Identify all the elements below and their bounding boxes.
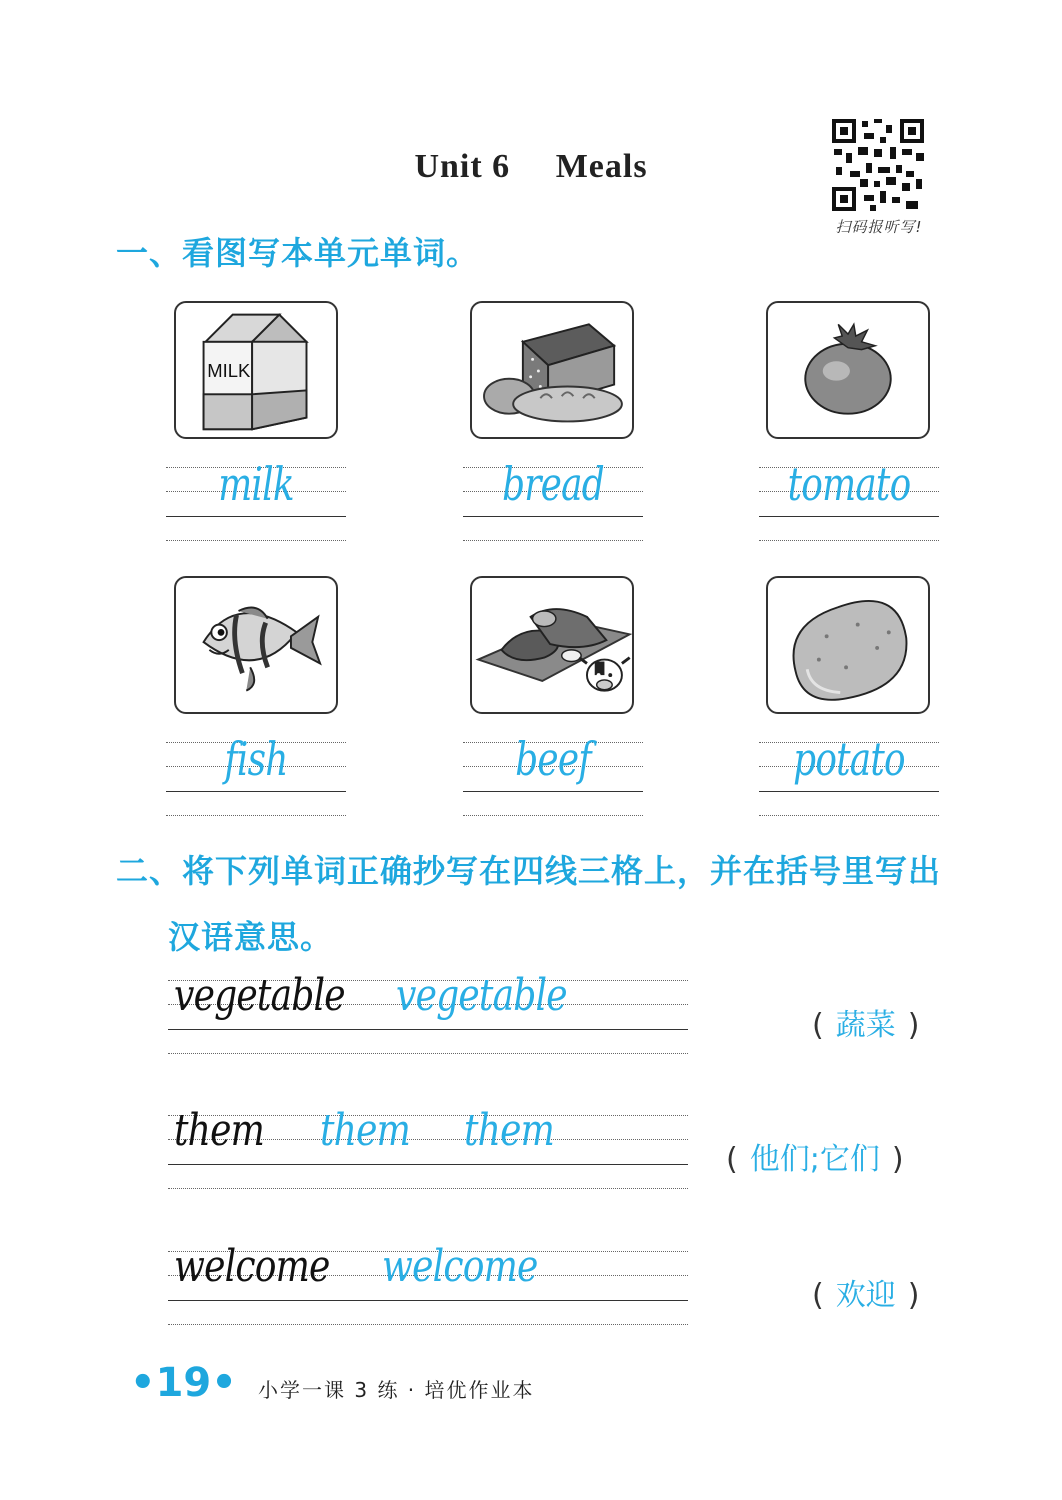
copied-word: vegetable: [396, 970, 567, 1021]
section1-heading: 一、看图写本单元单词。: [116, 234, 480, 272]
beef-card: [470, 576, 634, 714]
model-word: vegetable: [174, 970, 345, 1021]
qr-caption: 扫码报听写!: [835, 218, 923, 236]
beef-icon: [472, 578, 632, 712]
model-word: welcome: [174, 1241, 330, 1292]
answer-grid-potato[interactable]: [759, 732, 939, 816]
meaning-welcome[interactable]: ( 欢迎 ): [812, 1278, 920, 1313]
page-number: •19•: [130, 1360, 237, 1406]
tomato-icon: [768, 303, 928, 437]
answer-grid-tomato[interactable]: [759, 457, 939, 541]
answer-text: beef: [515, 732, 591, 786]
meaning-them[interactable]: ( 他们;它们 ): [726, 1142, 904, 1177]
bread-icon: [472, 303, 632, 437]
potato-icon: [768, 578, 928, 712]
answer-text: fish: [224, 732, 288, 786]
answer-grid-fish[interactable]: [166, 732, 346, 816]
book-title: 小学一课 3 练 · 培优作业本: [258, 1378, 535, 1402]
milk-carton-icon: [176, 303, 336, 437]
fish-icon: [176, 578, 336, 712]
copied-word: welcome: [382, 1241, 538, 1292]
meaning-text: 蔬菜: [835, 1008, 896, 1043]
fish-card: [174, 576, 338, 714]
section2-heading: 二、将下列单词正确抄写在四线三格上，并在括号里写出: [116, 852, 942, 890]
answer-grid-bread[interactable]: [463, 457, 643, 541]
answer-text: bread: [502, 457, 604, 511]
copy-grid-them[interactable]: [168, 1105, 688, 1189]
milk-label: MILK: [207, 359, 251, 381]
model-word: them: [174, 1105, 265, 1156]
answer-text: tomato: [787, 457, 911, 511]
answer-grid-beef[interactable]: [463, 732, 643, 816]
qr-code-icon[interactable]: [830, 117, 926, 213]
meaning-text: 欢迎: [835, 1278, 896, 1313]
copy-grid-welcome[interactable]: [168, 1241, 688, 1325]
unit-name: Meals: [555, 148, 648, 185]
answer-grid-milk[interactable]: [166, 457, 346, 541]
section2-heading-cont: 汉语意思。: [168, 918, 334, 956]
meaning-vegetable[interactable]: ( 蔬菜 ): [812, 1008, 920, 1043]
copy-grid-vegetable[interactable]: [168, 970, 688, 1054]
tomato-card: [766, 301, 930, 439]
potato-card: [766, 576, 930, 714]
bread-card: [470, 301, 634, 439]
meaning-text: 他们;它们: [749, 1142, 880, 1177]
milk-card: [174, 301, 338, 439]
copied-word: them: [464, 1105, 555, 1156]
unit-number: Unit 6: [414, 148, 511, 185]
copied-word: them: [320, 1105, 411, 1156]
answer-text: milk: [218, 457, 294, 511]
answer-text: potato: [793, 732, 905, 786]
